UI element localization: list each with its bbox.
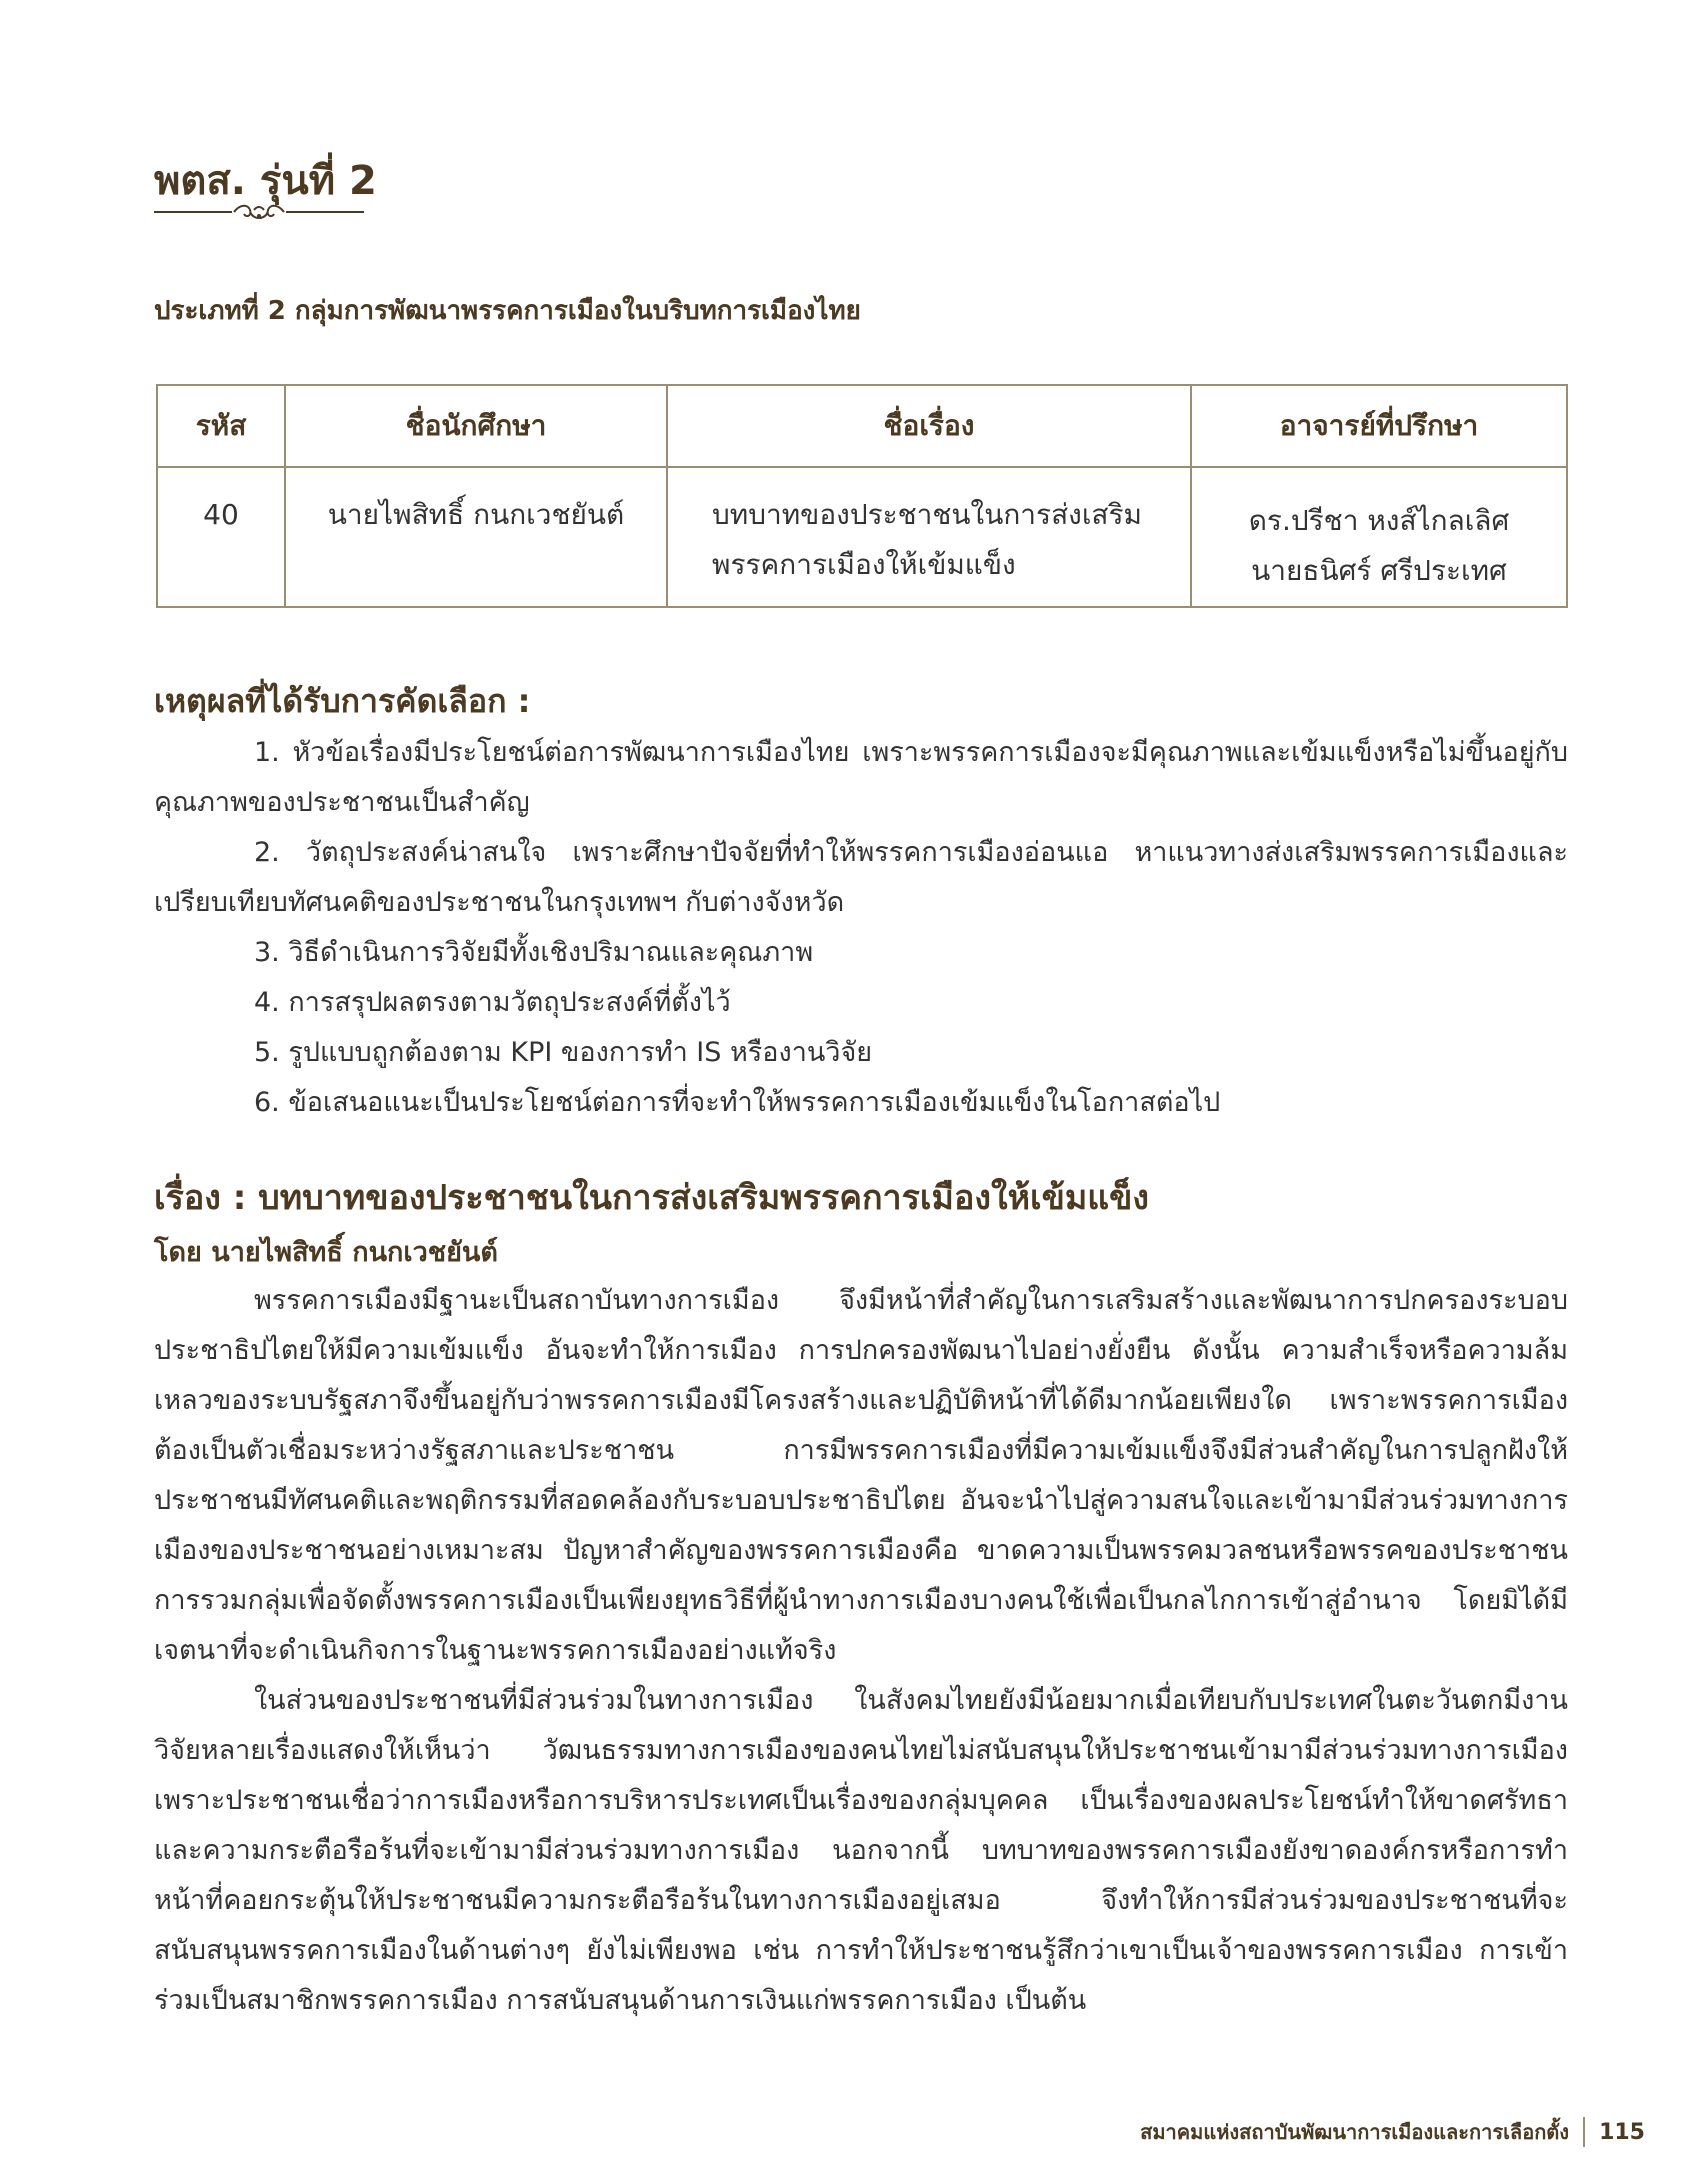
cell-student: นายไพสิทธิ์ กนกเวชยันต์ (285, 467, 667, 607)
article-paragraph: พรรคการเมืองมีฐานะเป็นสถาบันทางการเมือง จึงมีหน้าที่สำคัญในการเสริมสร้างและพัฒนาการปกครองระบอบประชาธิปไตยให้มีความเข้มแข็ง อันจะทำให้การเมือง การปกครองพัฒนาไปอย่างยั่งยืน ดังนั้น ความสำเร็จหรือความล้มเหลวของระบบรัฐสภาจึงขึ้นอยู่กับว่าพรรคการเมืองมีโครงสร้างและปฏิบัติหน้าที่ได้ดีมากน้อยเพียงใด เพราะพรรคการเมืองต้องเป็นตัวเชื่อมระหว่างรัฐสภาและประชาชน การมีพรรคการเมืองที่มีความเข้มแข็งจึงมีส่วนสำคัญในการปลูกฝังให้ประชาชนมีทัศนคติและพฤติกรรมที่สอดคล้องกับระบอบประชาธิปไตย อันจะนำไปสู่ความสนใจและเข้ามามีส่วนร่วมทางการเมืองของประชาชนอย่างเหมาะสม ปัญหาสำคัญของพรรคการเมืองคือ ขาดความเป็นพรรคมวลชนหรือพรรคของประชาชน การรวมกลุ่มเพื่อจัดตั้งพรรคการเมืองเป็นเพียงยุทธวิธีที่ผู้นำทางการเมืองบางคนใช้เพื่อเป็นกลไกการเข้าสู่อำนาจ โดยมิได้มีเจตนาที่จะดำเนินกิจการในฐานะพรรคการเมืองอย่างแท้จริง (154, 1285, 1568, 1666)
header-code: รหัส (157, 385, 285, 467)
header-student: ชื่อนักศึกษา (285, 385, 667, 467)
cell-title (667, 467, 1191, 607)
reason-item: 1. หัวข้อเรื่องมีประโยชน์ต่อการพัฒนาการเมืองไทย เพราะพรรคการเมืองจะมีคุณภาพและเข้มแข็งหรือไม่ขึ้นอยู่กับคุณภาพของประชาชนเป็นสำคัญ (154, 737, 1568, 818)
research-table (156, 384, 1568, 608)
cell-code: 40 (157, 467, 285, 607)
reasons-heading: เหตุผลที่ได้รับการคัดเลือก : (154, 682, 531, 720)
advisor-1: ดร.ปรีชา หงส์ไกลเลิศ (1248, 504, 1510, 537)
advisor-2: นายธนิศร์ ศรีประเทศ (1251, 554, 1507, 587)
article-paragraph: ในส่วนของประชาชนที่มีส่วนร่วมในทางการเมือง ในสังคมไทยยังมีน้อยมากเมื่อเทียบกับประเทศในตะวันตกมีงานวิจัยหลายเรื่องแสดงให้เห็นว่า วัฒนธรรมทางการเมืองของคนไทยไม่สนับสนุนให้ประชาชนเข้ามามีส่วนร่วมทางการเมือง เพราะประชาชนเชื่อว่าการเมืองหรือการบริหารประเทศเป็นเรื่องของกลุ่มบุคคล เป็นเรื่องของผลประโยชน์ทำให้ขาดศรัทธาและความกระตือรือร้นที่จะเข้ามามีส่วนร่วมทางการเมือง นอกจากนี้ บทบาทของพรรคการเมืองยังขาดองค์กรหรือการทำหน้าที่คอยกระตุ้นให้ประชาชนมีความกระตือรือร้นในทางการเมืองอยู่เสมอ จึงทำให้การมีส่วนร่วมของประชาชนที่จะสนับสนุนพรรคการเมืองในด้านต่างๆ ยังไม่เพียงพอ เช่น การทำให้ประชาชนรู้สึกว่าเขาเป็นเจ้าของพรรคการเมือง การเข้าร่วมเป็นสมาชิกพรรคการเมือง การสนับสนุนด้านการเงินแก่พรรคการเมือง เป็นต้น (154, 1685, 1568, 2016)
header-advisor: อาจารย์ที่ปรึกษา (1191, 385, 1567, 467)
reasons-list (154, 728, 1568, 1128)
article-author: โดย นายไพสิทธิ์ กนกเวชยันต์ (154, 1237, 498, 1268)
reason-item: 4. การสรุปผลตรงตามวัตถุประสงค์ที่ตั้งไว้ (254, 987, 731, 1018)
page-footer (1140, 2116, 1645, 2148)
series-title: พตส. รุ่นที่ 2 (154, 158, 377, 204)
table-header-row (157, 385, 1567, 467)
header-title: ชื่อเรื่อง (667, 385, 1191, 467)
category-heading: ประเภทที่ 2 กลุ่มการพัฒนาพรรคการเมืองในบริบทการเมืองไทย (154, 296, 861, 326)
table-row (157, 467, 1567, 607)
title-line-2: พรรคการเมืองให้เข้มแข็ง (712, 548, 1016, 581)
reason-item: 2. วัตถุประสงค์น่าสนใจ เพราะศึกษาปัจจัยที่ทำให้พรรคการเมืองอ่อนแอ หาแนวทางส่งเสริมพรรคการเมืองและเปรียบเทียบทัศนคติของประชาชนในกรุงเทพฯ กับต่างจังหวัด (154, 837, 1568, 918)
article-body (154, 1276, 1568, 2026)
page-number: 115 (1599, 2119, 1645, 2145)
article-title: เรื่อง : บทบาทของประชาชนในการส่งเสริมพรรคการเมืองให้เข้มแข็ง (154, 1178, 1150, 1218)
footer-divider (1583, 2117, 1585, 2147)
reason-item: 6. ข้อเสนอแนะเป็นประโยชน์ต่อการที่จะทำให้พรรคการเมืองเข้มแข็งในโอกาสต่อไป (254, 1087, 1221, 1118)
cell-advisor (1191, 467, 1567, 607)
reason-item: 3. วิธีดำเนินการวิจัยมีทั้งเชิงปริมาณและคุณภาพ (254, 937, 814, 968)
reason-item: 5. รูปแบบถูกต้องตาม KPI ของการทำ IS หรืองานวิจัย (254, 1037, 873, 1068)
ornament-divider (154, 200, 364, 224)
footer-association: สมาคมแห่งสถาบันพัฒนาการเมืองและการเลือกตั้ง (1140, 2120, 1570, 2144)
title-line-1: บทบาทของประชาชนในการส่งเสริม (712, 498, 1142, 531)
